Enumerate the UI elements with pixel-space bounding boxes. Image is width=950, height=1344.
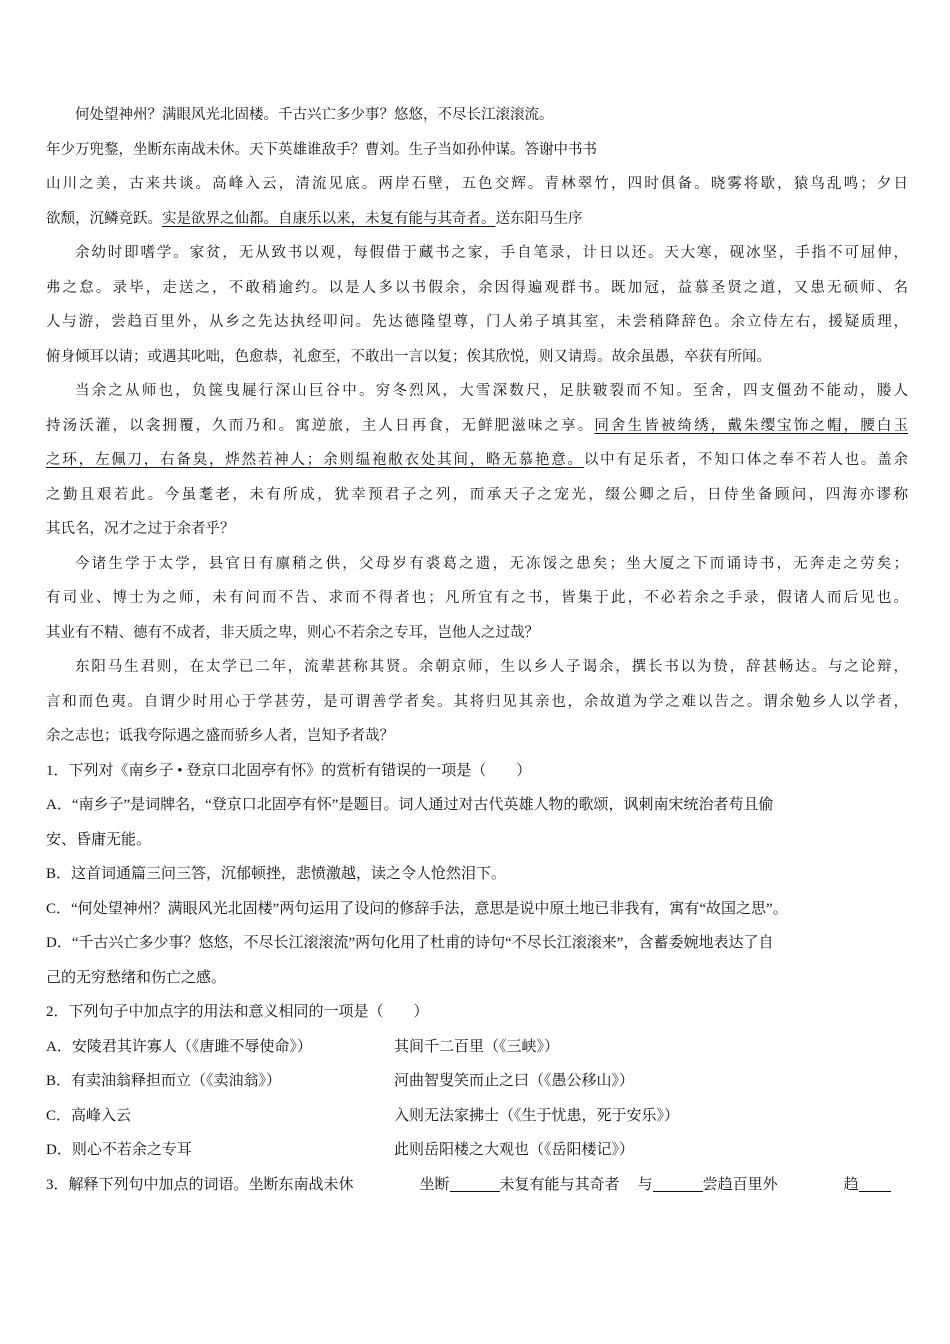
passage-line: 其业有不精、德有不成者，非天质之卑，则心不若余之专耳，岂他人之过哉？ bbox=[46, 624, 539, 641]
passage-text: 欲颓，沉鳞竞跃。 bbox=[46, 210, 162, 227]
passage-text: 持汤沃灌，以衾拥覆，久而乃和。寓逆旅，主人日再食，无鲜肥滋味之享。 bbox=[46, 417, 595, 434]
option-right: 河曲智叟笑而止之曰（《愚公移山》） bbox=[394, 1073, 635, 1089]
question-2-option-b bbox=[46, 1064, 908, 1099]
option-right: 其间千二百里（《三峡》） bbox=[394, 1038, 560, 1055]
term-label: 趋 bbox=[843, 1176, 859, 1193]
underlined-sentence: 同舍生皆被绮绣，戴朱缨宝饰之帽，腰白玉 bbox=[594, 417, 909, 434]
passage-line: 何处望神州？满眼风光北固楼。千古兴亡多少事？悠悠，不尽长江滚滚流。 bbox=[75, 107, 554, 123]
question-1-option-d: D．“千古兴亡多少事？悠悠，不尽长江滚滚流”两句化用了杜甫的诗句“不尽长江滚滚来”，含蓄委婉地表达了自 bbox=[46, 935, 774, 951]
sentence-text: 尝趋百里外 bbox=[702, 1176, 778, 1193]
underlined-sentence: 之环，左佩刀，右备臭，烨然若神人；余则缊袍敝衣处其间，略无慕艳意。 bbox=[46, 452, 584, 468]
passage-line: 余之志也；诋我夸际遇之盛而骄乡人者，岂知予者哉？ bbox=[46, 728, 394, 744]
sentence-text: 未复有能与其奇者 bbox=[499, 1176, 620, 1193]
option-left: B．有卖油翁释担而立（《卖油翁》） bbox=[46, 1073, 282, 1089]
term-label: 坐断 bbox=[419, 1176, 450, 1193]
passage-line: 之勤且艰若此。今虽耄老，未有所成，犹幸预君子之列，而承天子之宠光，缀公卿之后，日侍坐备顾问，四海亦谬称 bbox=[46, 486, 908, 503]
passage-line: 山川之美，古来共谈。高峰入云，清流见底。两岸石壁，五色交辉。青林翠竹，四时俱备。晓雾将歇，猿鸟乱鸣；夕日 bbox=[46, 176, 908, 192]
passage-text: 以中有足乐者，不知口体之奉不若人也。盖余 bbox=[583, 452, 909, 468]
passage-line: 当余之从师也，负箧曳屣行深山巨谷中。穷冬烈风，大雪深数尺，足肤皲裂而不知。至舍，四支僵劲不能动，媵人 bbox=[75, 383, 908, 399]
option-right: 入则无法家拂士（《生于忧患，死于安乐》） bbox=[394, 1107, 680, 1124]
passage-title-songdongyang: 送东阳马生序 bbox=[495, 210, 583, 227]
question-1-option-b: B．这首词通篇三问三答，沉郁顿挫，悲愤激越，读之令人怆然泪下。 bbox=[46, 866, 507, 882]
question-2-option-d bbox=[46, 1133, 908, 1168]
passage-line: 言和而色夷。自谓少时用心于学甚劳，是可谓善学者矣。其将归见其亲也，余故道为学之难以告之。谓余勉乡人以学者， bbox=[46, 693, 908, 710]
question-2-option-c bbox=[46, 1099, 908, 1134]
answer-blank[interactable] bbox=[653, 1173, 703, 1192]
answer-blank[interactable] bbox=[859, 1173, 891, 1192]
underlined-sentence: 实是欲界之仙都。自康乐以来，未复有能与其奇者。 bbox=[162, 210, 496, 227]
question-3-stem: 3．解释下列句中加点的词语。坐断东南战未休 bbox=[46, 1176, 354, 1193]
passage-line: 人与游，尝趋百里外，从乡之先达执经叩问。先达德隆望尊，门人弟子填其室，未尝稍降辞色。余立侍左右，援疑质理， bbox=[46, 314, 908, 330]
passage-line: 东阳马生君则，在太学已二年，流辈甚称其贤。余朝京师，生以乡人子谒余，撰长书以为贽，辞甚畅达。与之论辩， bbox=[75, 659, 908, 675]
passage-line: 今诸生学于太学，县官日有廪稍之供，父母岁有裘葛之遗，无冻馁之患矣；坐大厦之下而诵诗书，无奔走之劳矣； bbox=[75, 555, 908, 572]
passage-line: 弗之怠。录毕，走送之，不敢稍逾约。以是人多以书假余，余因得遍观群书。既加冠，益慕圣贤之道，又患无硕师、名 bbox=[46, 279, 908, 296]
question-2-option-a bbox=[46, 1030, 908, 1065]
question-1-stem: 1．下列对《南乡子 • 登京口北固亭有怀》的赏析有错误的一项是（ ） bbox=[46, 762, 532, 779]
option-left: C．高峰入云 bbox=[46, 1107, 132, 1124]
option-left: A．安陵君其许寡人（《唐雎不辱使命》） bbox=[46, 1038, 312, 1055]
document-page bbox=[46, 98, 908, 1202]
question-1-option-c: C．“何处望神州？满眼风光北固楼”两句运用了设问的修辞手法，意思是说中原土地已非我有，寓有“故国之思”。 bbox=[46, 900, 788, 917]
term-label: 与 bbox=[637, 1176, 653, 1193]
question-1-option-a: A．“南乡子”是词牌名，“登京口北固亭有怀”是题目。词人通过对古代英雄人物的歌颂，讽刺南宋统治者苟且偷 bbox=[46, 797, 774, 813]
question-3 bbox=[46, 1168, 908, 1203]
passage-line bbox=[46, 443, 908, 478]
passage-line: 其氏名，况才之过于余者乎？ bbox=[46, 521, 235, 537]
passage-line bbox=[46, 202, 908, 237]
question-2-stem: 2．下列句子中加点字的用法和意义相同的一项是（ ） bbox=[46, 1004, 429, 1020]
option-right: 此则岳阳楼之大观也（《岳阳楼记》） bbox=[394, 1142, 635, 1158]
option-left: D．则心不若余之专耳 bbox=[46, 1142, 192, 1158]
question-1-option-d-cont: 己的无穷愁绪和伤亡之感。 bbox=[46, 969, 227, 986]
passage-line: 有司业、博士为之师，未有问而不告、求而不得者也；凡所宜有之书，皆集于此，不必若余之手录，假诸人而后见也。 bbox=[46, 590, 908, 606]
passage-line: 俯身倾耳以请；或遇其叱咄，色愈恭，礼愈至，不敢出一言以复；俟其欣悦，则又请焉。故余虽愚，卒获有所闻。 bbox=[46, 348, 771, 365]
question-1-option-a-cont: 安、昏庸无能。 bbox=[46, 831, 152, 848]
answer-blank[interactable] bbox=[450, 1173, 500, 1192]
passage-line: 年少万兜鍪，坐断东南战未休。天下英雄谁敌手？曹刘。生子当如孙仲谋。答谢中书书 bbox=[46, 141, 597, 158]
passage-line bbox=[46, 409, 908, 444]
passage-line: 余幼时即嗜学。家贫，无从致书以观，每假借于藏书之家，手自笔录，计日以还。天大寒，砚冰坚，手指不可屈伸， bbox=[75, 245, 908, 261]
